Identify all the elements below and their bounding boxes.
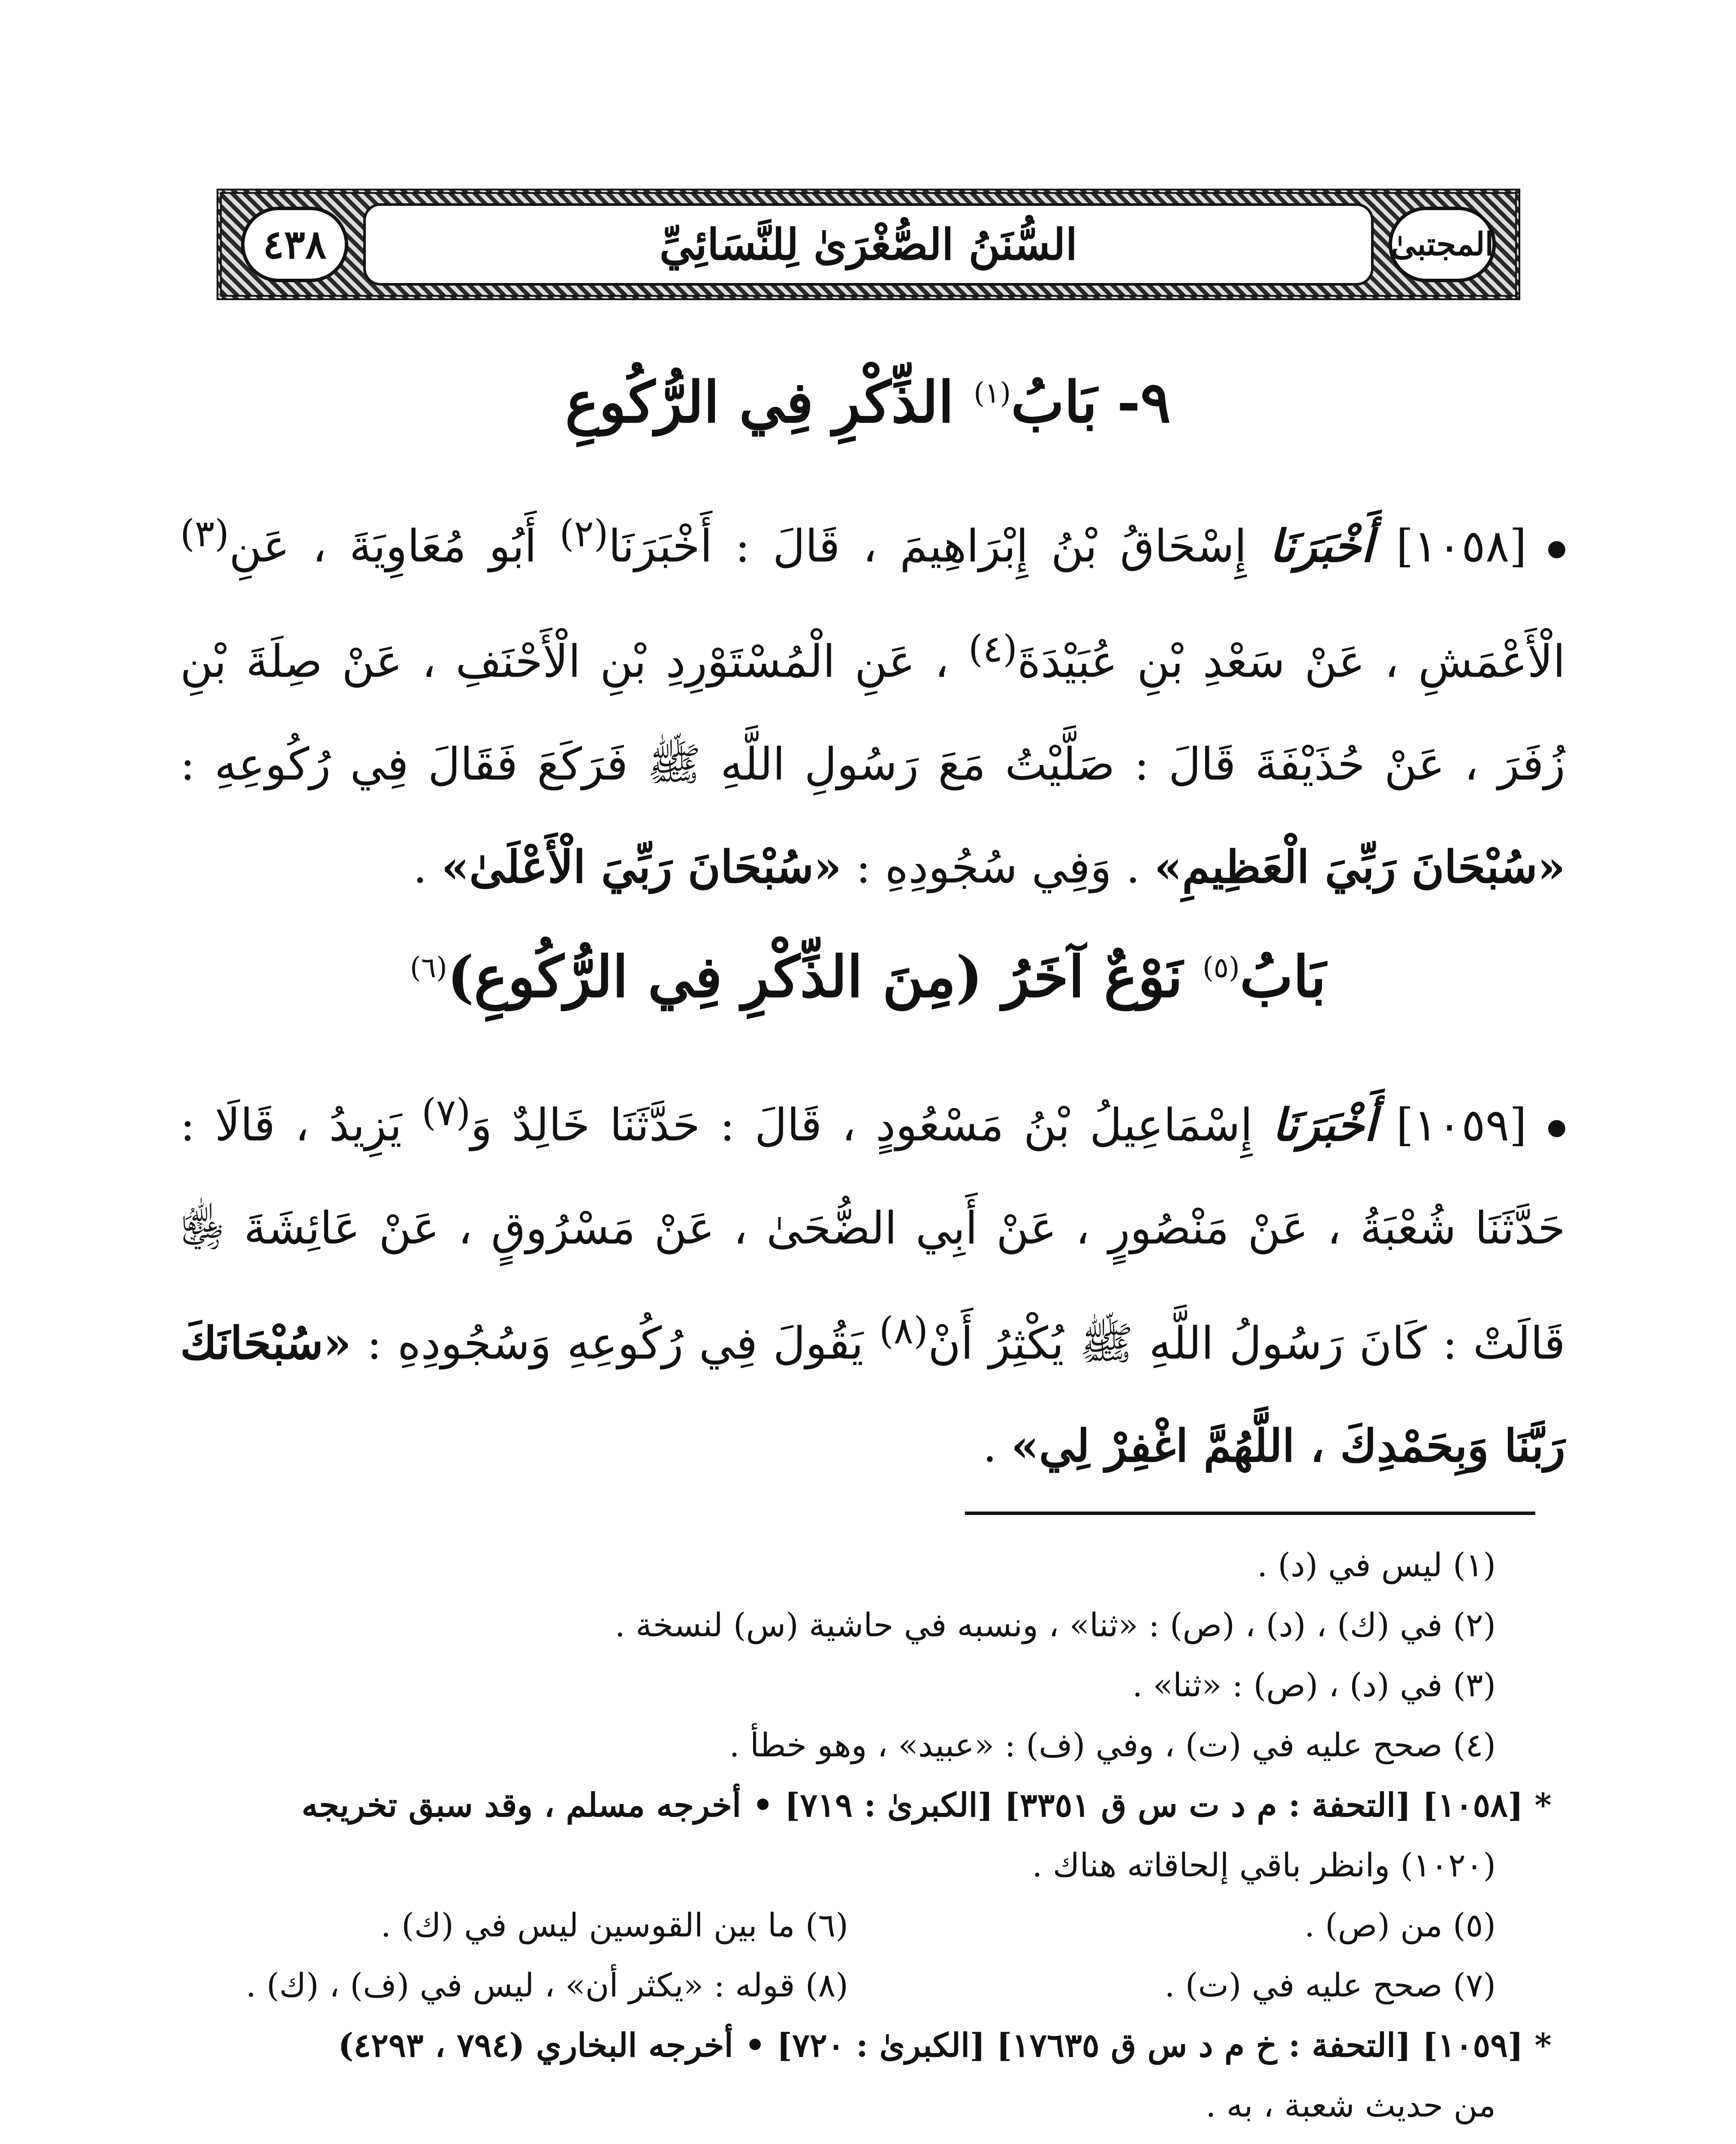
- chapter-heading: [257, 943, 1479, 1011]
- hadith-text: أَبُو مُعَاوِيَةَ ، عَنِ: [229, 520, 537, 572]
- footnote: (٤) صحح عليه في (ت) ، وفي (ف) : «عبيد» ، وهو خطأ .: [729, 1726, 1496, 1764]
- hadith-number: [١٠٥٨]: [1396, 520, 1527, 572]
- bullet-icon: [1548, 1120, 1565, 1137]
- collection-name-seal: المجتبىٰ: [1389, 207, 1496, 282]
- footnote: (٨) قوله : «يكثر أن» ، ليس في (ف) ، (ك) .: [246, 1966, 848, 2004]
- chapter-title: الذِّكْرِ فِي الرُّكُوعِ: [565, 369, 954, 436]
- hadith-text: الْأَعْمَشِ ، عَنْ سَعْدِ بْنِ عُبَيْدَةَ: [1017, 635, 1565, 688]
- takhrij-note: (١٠٢٠) وانظر باقي إلحاقاته هناك .: [1032, 1846, 1496, 1884]
- footnote: (٦) ما بين القوسين ليس في (ك) .: [380, 1906, 848, 1944]
- footnote: (٣) في (د) ، (ص) : «ثنا» .: [1132, 1666, 1496, 1704]
- footnote-ref: (٧): [422, 1091, 471, 1134]
- hadith-text: إِسْمَاعِيلُ بْنُ مَسْعُودٍ ، قَالَ : حَدَّثَنَا خَالِدٌ وَ: [470, 1099, 1253, 1151]
- hadith-1058: [180, 482, 1565, 918]
- hadith-ending: .: [983, 1420, 997, 1472]
- chain-marker: أَخْبَرَنَا: [1272, 1098, 1377, 1151]
- hadith-ending: .: [413, 841, 428, 894]
- hadith-text: ، عَنِ الْمُسْتَوْرِدِ بْنِ الْأَحْنَفِ ، عَنْ صِلَةَ بْنِ زُفَرَ ، عَنْ حُذَيْفَةَ قَالَ : صَلَّيْتُ مَعَ رَسُولِ اللَّهِ ﷺ فَرَكَعَ فَقَالَ فِي رُكُوعِهِ :: [180, 635, 1565, 791]
- prophetic-quote: «سُبْحَانَكَ رَبَّنَا وَبِحَمْدِكَ ، اللَّهُمَّ اغْفِرْ لِي»: [180, 1316, 1565, 1472]
- footnote-ref: (٨): [879, 1309, 928, 1352]
- hadith-number: [١٠٥٩]: [1396, 1099, 1527, 1151]
- chapter-title: نَوْعٌ آخَرُ (مِنَ الذِّكْرِ فِي الرُّكُوعِ): [447, 944, 1183, 1010]
- footnote-ref: (٤): [968, 627, 1018, 671]
- footnote: (٥) من (ص) .: [1304, 1906, 1496, 1944]
- chapter-number: ٩-: [1117, 369, 1171, 436]
- header-title-panel: [363, 203, 1374, 286]
- book-title: السُّنَنُ الصُّغْرَىٰ لِلنَّسَائِيِّ: [659, 219, 1078, 270]
- hadith-1059: [180, 1061, 1565, 1497]
- chain-marker: أَخْبَرَنَا: [1269, 519, 1374, 572]
- bullet-icon: [1548, 541, 1565, 558]
- footnote: (١) ليس في (د) .: [1257, 1546, 1496, 1584]
- footnote: (٧) صحح عليه في (ت) .: [1164, 1966, 1496, 2004]
- chapter-label: بَابُ: [1011, 369, 1097, 436]
- footnote-ref: (١): [973, 376, 1011, 410]
- chapter-label: بَابُ: [1239, 944, 1326, 1010]
- hadith-text: يَقُولَ فِي رُكُوعِهِ وَسُجُودِهِ :: [367, 1317, 864, 1370]
- hadith-text: يَزِيدُ ، قَالَا : حَدَّثَنَا شُعْبَةُ ، عَنْ مَنْصُورٍ ، عَنْ أَبِي الضُّحَىٰ ، عَنْ مَسْرُوقٍ ، عَنْ عَائِشَةَ ﵂ قَالَتْ : كَانَ رَسُولُ اللَّهِ ﷺ يُكْثِرُ أَنْ: [180, 1099, 1566, 1370]
- footnote-separator: [965, 1512, 1535, 1515]
- takhrij-note: * [١٠٥٩] [التحفة : خ م د س ق ١٧٦٣٥] [الكبرىٰ : ٧٢٠] • أخرجه البخاري (٧٩٤ ، ٤٢٩٣): [338, 2026, 1552, 2064]
- takhrij-note: من حديث شعبة ، به .: [1206, 2086, 1496, 2124]
- hadith-text: إِسْحَاقُ بْنُ إِبْرَاهِيمَ ، قَالَ : أَخْبَرَنَا: [608, 520, 1247, 572]
- prophetic-quote: «سُبْحَانَ رَبِّيَ الْعَظِيمِ»: [1154, 840, 1565, 894]
- prophetic-quote: «سُبْحَانَ رَبِّيَ الْأَعْلَىٰ»: [441, 840, 842, 894]
- page-header-frame: [217, 189, 1520, 300]
- takhrij-note: * [١٠٥٨] [التحفة : م د ت س ق ٣٣٥١] [الكبرىٰ : ٧١٩] • أخرجه مسلم ، وقد سبق تخريجه: [301, 1786, 1552, 1824]
- footnote: (٢) في (ك) ، (د) ، (ص) : «ثنا» ، ونسبه في حاشية (س) لنسخة .: [615, 1606, 1496, 1644]
- footnote-ref: (٦): [410, 951, 447, 984]
- page-number: ٤٣٨: [241, 207, 348, 282]
- hadith-text: . وَفِي سُجُودِهِ :: [856, 841, 1140, 894]
- footnote-ref: (٣): [180, 512, 229, 555]
- footnote-ref: (٥): [1202, 951, 1240, 984]
- footnote-ref: (٢): [559, 512, 609, 555]
- chapter-heading: [257, 369, 1479, 437]
